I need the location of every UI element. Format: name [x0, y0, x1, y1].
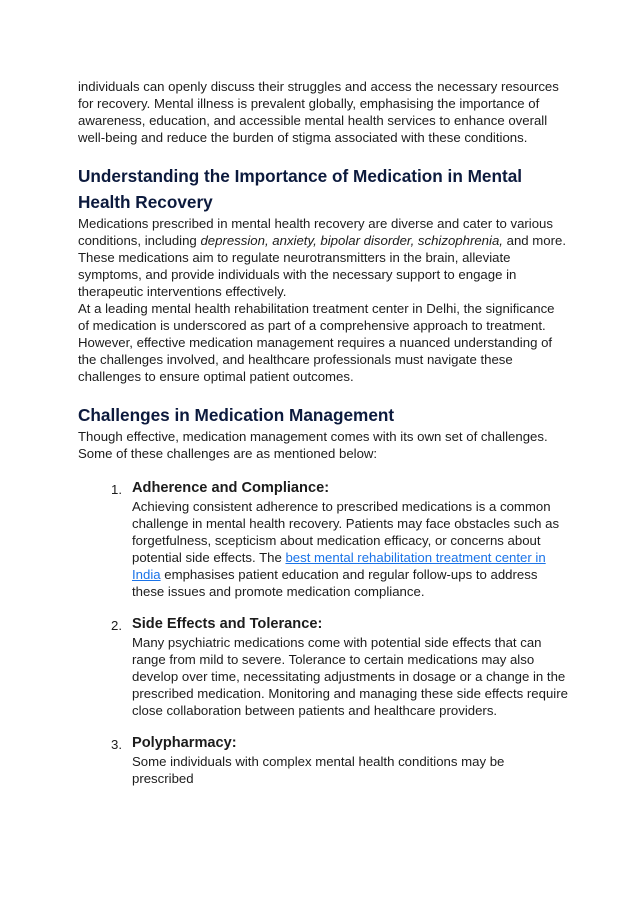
list-item-title: Adherence and Compliance: — [132, 480, 330, 496]
medication-paragraph-start: Medications prescribed in mental health recovery are diverse and cater to various conditions, including — [78, 216, 553, 248]
medication-paragraph-end: and more. These medications aim to regulate neurotransmitters in the brain, alleviate symptoms, and provide individuals with the necessary support to engage in therapeutic interventions effectively. — [78, 233, 566, 299]
list-item-description: Many psychiatric medications come with potential side effects that can range from mild to severe. Tolerance to certain medications may also develop over time, necessitating adjustments in dosage or a change in the prescribed medication. Monitoring and managing these side effects require close collaboration between patients and healthcare providers. — [132, 635, 568, 718]
list-item-number: 3. — [111, 737, 122, 752]
list-item-title: Polypharmacy: — [132, 735, 237, 751]
challenges-list — [78, 479, 568, 787]
list-item-text-end: emphasises patient education and regular follow-ups to address these issues and promote medication compliance. — [132, 567, 538, 599]
document-page — [78, 78, 568, 802]
list-item — [78, 615, 568, 719]
list-item-title: Side Effects and Tolerance: — [132, 616, 323, 632]
list-item-text-start: Achieving consistent adherence to prescribed medications is a common challenge in mental health recovery. Patients may face obstacles such as forgetfulness, scepticism about medication efficacy, or concerns about potential side effects. The — [132, 499, 560, 565]
delhi-center-paragraph: At a leading mental health rehabilitation treatment center in Delhi, the significance of medication is underscored as part of a comprehensive approach to treatment. However, effective medication management requires a nuanced understanding of the challenges involved, and healthcare professionals must navigate these challenges to ensure optimal patient outcomes. — [78, 301, 555, 384]
list-item-description — [132, 498, 568, 600]
intro-paragraph: individuals can openly discuss their struggles and access the necessary resources for recovery. Mental illness is prevalent globally, emphasising the importance of awareness, education, and accessible mental health services to enhance overall well-being and reduce the burden of stigma associated with these conditions. — [78, 79, 559, 145]
conditions-italic-text: depression, anxiety, bipolar disorder, schizophrenia, — [200, 233, 503, 248]
section-heading-challenges: Challenges in Medication Management — [78, 405, 395, 425]
treatment-center-link[interactable]: best mental rehabilitation treatment center in India — [132, 550, 546, 582]
section-heading-medication-importance: Understanding the Importance of Medication in Mental Health Recovery — [78, 166, 523, 212]
list-item-number: 2. — [111, 618, 122, 633]
list-item-number: 1. — [111, 482, 122, 497]
list-item-description: Some individuals with complex mental health conditions may be prescribed — [132, 754, 505, 786]
list-item — [78, 734, 568, 787]
challenges-intro-paragraph: Though effective, medication management comes with its own set of challenges. Some of these challenges are as mentioned below: — [78, 429, 548, 461]
list-item — [78, 479, 568, 600]
medication-paragraph — [78, 215, 568, 300]
